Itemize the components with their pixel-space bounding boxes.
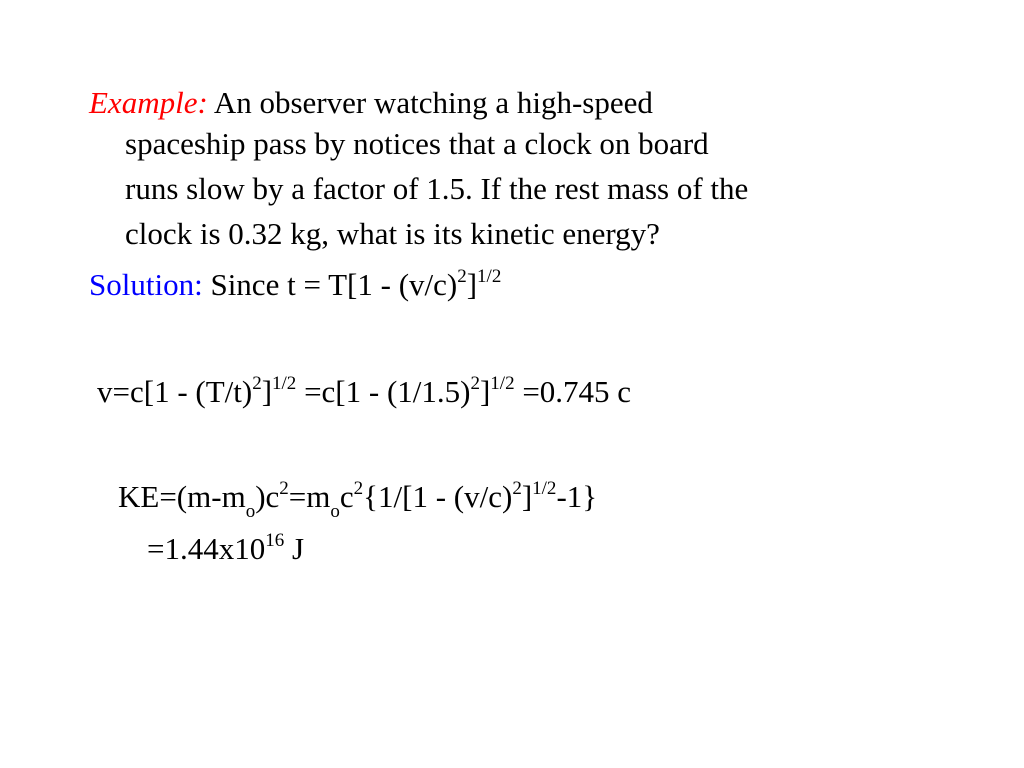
example-line-4 bbox=[125, 217, 660, 251]
result-part-1: =1.44x10 bbox=[147, 531, 266, 566]
solution-text-b: ] bbox=[466, 267, 478, 302]
velocity-sup-3: 2 bbox=[470, 372, 480, 394]
result-sup-1: 16 bbox=[265, 529, 285, 551]
example-line-2 bbox=[125, 127, 709, 161]
velocity-part-3: =c[1 - (1/1.5) bbox=[296, 374, 471, 409]
solution-sup-b: 1/2 bbox=[477, 265, 502, 287]
solution-label: Solution: bbox=[89, 267, 203, 302]
ke-part-5: {1/[1 - (v/c) bbox=[363, 479, 513, 514]
ke-part-3: =m bbox=[288, 479, 331, 514]
kinetic-energy-equation bbox=[118, 477, 598, 523]
velocity-sup-2: 1/2 bbox=[272, 372, 297, 394]
ke-sup-1: 2 bbox=[279, 477, 289, 499]
solution-line bbox=[89, 265, 502, 302]
velocity-part-2: ] bbox=[261, 374, 273, 409]
velocity-part-4: ] bbox=[479, 374, 491, 409]
example-text-1: An observer watching a high-speed bbox=[207, 85, 653, 120]
ke-sup-2: 2 bbox=[353, 477, 364, 499]
velocity-part-1: v=c[1 - (T/t) bbox=[97, 374, 253, 409]
ke-sub-2: o bbox=[330, 501, 340, 523]
ke-sup-4: 1/2 bbox=[532, 477, 557, 499]
result-part-2: J bbox=[284, 531, 305, 566]
ke-part-4: c bbox=[339, 479, 354, 514]
ke-sub-1: o bbox=[245, 501, 256, 523]
result-line bbox=[147, 529, 305, 566]
velocity-sup-4: 1/2 bbox=[490, 372, 515, 394]
example-text-3: runs slow by a factor of 1.5. If the rest mass of the bbox=[125, 171, 749, 206]
ke-part-1: KE=(m-m bbox=[118, 479, 246, 514]
example-text-4: clock is 0.32 kg, what is its kinetic energy? bbox=[125, 216, 660, 251]
velocity-equation bbox=[97, 372, 632, 409]
example-text-2: spaceship pass by notices that a clock on board bbox=[125, 126, 709, 161]
example-label: Example: bbox=[89, 85, 208, 120]
ke-part-7: -1} bbox=[556, 479, 598, 514]
ke-part-6: ] bbox=[521, 479, 533, 514]
solution-sup-a: 2 bbox=[457, 265, 467, 287]
velocity-part-5: =0.745 c bbox=[514, 374, 632, 409]
velocity-sup-1: 2 bbox=[252, 372, 262, 394]
example-line-1 bbox=[89, 86, 653, 120]
ke-sup-3: 2 bbox=[512, 477, 522, 499]
solution-text-a: Since t = T[1 - (v/c) bbox=[202, 267, 458, 302]
example-line-3 bbox=[125, 172, 748, 206]
ke-part-2: )c bbox=[255, 479, 280, 514]
